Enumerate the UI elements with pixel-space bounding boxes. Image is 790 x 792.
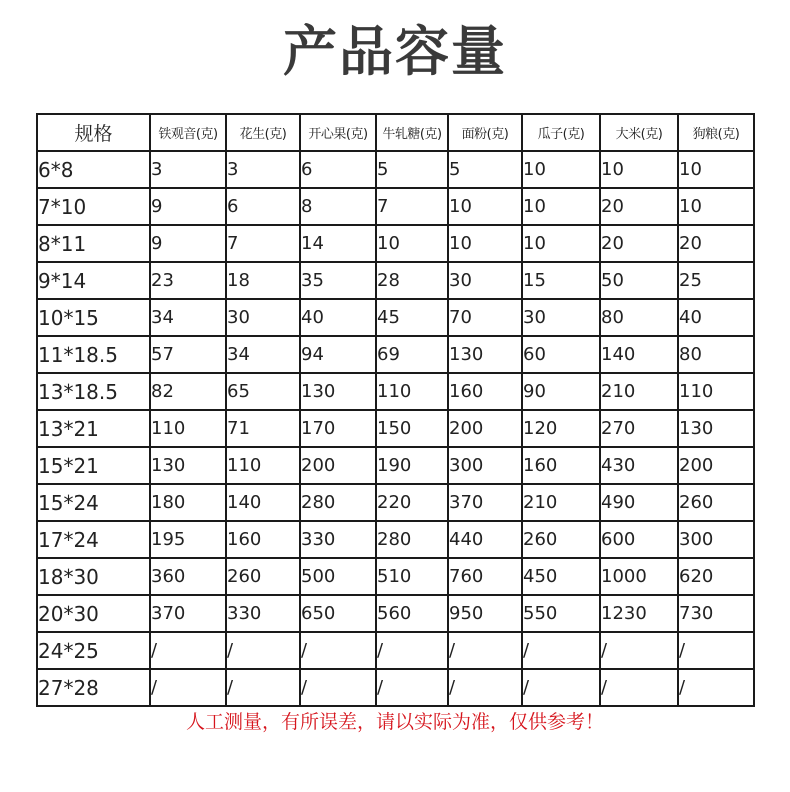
capacity-cell: 110 <box>376 373 448 410</box>
capacity-cell: / <box>300 669 376 706</box>
capacity-cell: 30 <box>448 262 522 299</box>
capacity-cell: 130 <box>300 373 376 410</box>
capacity-cell: 60 <box>522 336 600 373</box>
capacity-cell: 70 <box>448 299 522 336</box>
capacity-cell: 3 <box>150 151 226 188</box>
capacity-cell: 5 <box>376 151 448 188</box>
capacity-cell: / <box>300 632 376 669</box>
capacity-cell: 370 <box>150 595 226 632</box>
capacity-cell: 160 <box>226 521 300 558</box>
capacity-cell: 180 <box>150 484 226 521</box>
capacity-cell: 280 <box>376 521 448 558</box>
capacity-cell: / <box>150 632 226 669</box>
capacity-cell: 270 <box>600 410 678 447</box>
capacity-cell: 7 <box>226 225 300 262</box>
capacity-cell: 10 <box>678 151 754 188</box>
capacity-cell: 200 <box>678 447 754 484</box>
table-row <box>37 484 754 521</box>
size-cell: 17*24 <box>37 521 150 558</box>
capacity-cell: 9 <box>150 188 226 225</box>
capacity-cell: 10 <box>522 151 600 188</box>
capacity-cell: 25 <box>678 262 754 299</box>
capacity-cell: 490 <box>600 484 678 521</box>
size-cell: 18*30 <box>37 558 150 595</box>
capacity-cell: 80 <box>678 336 754 373</box>
capacity-table <box>36 113 755 707</box>
size-cell: 7*10 <box>37 188 150 225</box>
capacity-cell: 210 <box>600 373 678 410</box>
size-cell: 24*25 <box>37 632 150 669</box>
column-header: 铁观音(克) <box>150 114 226 151</box>
capacity-cell: 200 <box>300 447 376 484</box>
capacity-cell: 7 <box>376 188 448 225</box>
capacity-cell: 15 <box>522 262 600 299</box>
capacity-cell: 35 <box>300 262 376 299</box>
capacity-cell: / <box>600 632 678 669</box>
capacity-cell: 20 <box>678 225 754 262</box>
capacity-cell: 57 <box>150 336 226 373</box>
column-header: 开心果(克) <box>300 114 376 151</box>
capacity-cell: 10 <box>600 151 678 188</box>
capacity-cell: / <box>600 669 678 706</box>
capacity-cell: 110 <box>150 410 226 447</box>
capacity-cell: 140 <box>226 484 300 521</box>
capacity-cell: / <box>448 632 522 669</box>
size-cell: 9*14 <box>37 262 150 299</box>
size-cell: 11*18.5 <box>37 336 150 373</box>
capacity-cell: 10 <box>522 188 600 225</box>
capacity-cell: 950 <box>448 595 522 632</box>
capacity-cell: 190 <box>376 447 448 484</box>
size-cell: 15*24 <box>37 484 150 521</box>
capacity-cell: 20 <box>600 188 678 225</box>
column-header: 牛轧糖(克) <box>376 114 448 151</box>
table-row <box>37 410 754 447</box>
capacity-cell: 430 <box>600 447 678 484</box>
size-cell: 8*11 <box>37 225 150 262</box>
capacity-cell: 82 <box>150 373 226 410</box>
capacity-cell: 40 <box>300 299 376 336</box>
capacity-cell: 30 <box>522 299 600 336</box>
column-header: 大米(克) <box>600 114 678 151</box>
capacity-cell: 6 <box>300 151 376 188</box>
capacity-cell: 80 <box>600 299 678 336</box>
capacity-cell: 260 <box>678 484 754 521</box>
capacity-cell: 10 <box>376 225 448 262</box>
capacity-cell: 160 <box>522 447 600 484</box>
capacity-cell: 34 <box>150 299 226 336</box>
table-row <box>37 225 754 262</box>
table-row <box>37 299 754 336</box>
capacity-cell: 18 <box>226 262 300 299</box>
capacity-cell: 5 <box>448 151 522 188</box>
table-row <box>37 669 754 706</box>
capacity-cell: 130 <box>150 447 226 484</box>
capacity-cell: 500 <box>300 558 376 595</box>
table-row <box>37 188 754 225</box>
capacity-cell: 90 <box>522 373 600 410</box>
capacity-cell: 6 <box>226 188 300 225</box>
capacity-cell: 510 <box>376 558 448 595</box>
capacity-cell: 10 <box>522 225 600 262</box>
size-cell: 13*21 <box>37 410 150 447</box>
capacity-cell: 50 <box>600 262 678 299</box>
capacity-cell: 450 <box>522 558 600 595</box>
capacity-cell: 260 <box>226 558 300 595</box>
table-row <box>37 336 754 373</box>
capacity-cell: 370 <box>448 484 522 521</box>
capacity-cell: / <box>376 632 448 669</box>
table-row <box>37 558 754 595</box>
capacity-cell: / <box>226 669 300 706</box>
capacity-cell: 330 <box>226 595 300 632</box>
capacity-cell: 140 <box>600 336 678 373</box>
column-header: 面粉(克) <box>448 114 522 151</box>
capacity-cell: 71 <box>226 410 300 447</box>
capacity-cell: 300 <box>448 447 522 484</box>
capacity-cell: 45 <box>376 299 448 336</box>
table-row <box>37 447 754 484</box>
capacity-cell: 730 <box>678 595 754 632</box>
size-cell: 13*18.5 <box>37 373 150 410</box>
capacity-cell: 210 <box>522 484 600 521</box>
capacity-cell: / <box>522 632 600 669</box>
capacity-cell: 23 <box>150 262 226 299</box>
capacity-cell: / <box>678 632 754 669</box>
capacity-cell: / <box>522 669 600 706</box>
capacity-cell: / <box>678 669 754 706</box>
capacity-cell: 280 <box>300 484 376 521</box>
size-header: 规格 <box>37 114 150 151</box>
disclaimer-note: 人工测量，有所误差，请以实际为准，仅供参考！ <box>185 711 604 733</box>
capacity-cell: 195 <box>150 521 226 558</box>
column-header: 花生(克) <box>226 114 300 151</box>
size-cell: 6*8 <box>37 151 150 188</box>
capacity-cell: 69 <box>376 336 448 373</box>
capacity-cell: 300 <box>678 521 754 558</box>
page-title: 产品容量 <box>283 20 507 83</box>
capacity-cell: 200 <box>448 410 522 447</box>
capacity-cell: 170 <box>300 410 376 447</box>
table-row <box>37 595 754 632</box>
capacity-cell: 1230 <box>600 595 678 632</box>
table-row <box>37 373 754 410</box>
capacity-cell: 130 <box>448 336 522 373</box>
table-header-row <box>37 114 754 151</box>
capacity-cell: 160 <box>448 373 522 410</box>
capacity-cell: 10 <box>448 225 522 262</box>
capacity-cell: 40 <box>678 299 754 336</box>
capacity-cell: 110 <box>226 447 300 484</box>
column-header: 狗粮(克) <box>678 114 754 151</box>
capacity-cell: 220 <box>376 484 448 521</box>
table-row <box>37 151 754 188</box>
size-cell: 10*15 <box>37 299 150 336</box>
capacity-cell: 8 <box>300 188 376 225</box>
capacity-cell: 260 <box>522 521 600 558</box>
capacity-cell: / <box>150 669 226 706</box>
size-cell: 15*21 <box>37 447 150 484</box>
size-cell: 27*28 <box>37 669 150 706</box>
capacity-cell: 360 <box>150 558 226 595</box>
capacity-cell: 550 <box>522 595 600 632</box>
capacity-cell: 9 <box>150 225 226 262</box>
column-header: 瓜子(克) <box>522 114 600 151</box>
capacity-cell: 130 <box>678 410 754 447</box>
capacity-cell: 14 <box>300 225 376 262</box>
capacity-cell: 10 <box>678 188 754 225</box>
capacity-cell: 120 <box>522 410 600 447</box>
capacity-cell: 28 <box>376 262 448 299</box>
size-cell: 20*30 <box>37 595 150 632</box>
capacity-cell: / <box>448 669 522 706</box>
capacity-cell: 3 <box>226 151 300 188</box>
capacity-cell: / <box>376 669 448 706</box>
capacity-cell: 20 <box>600 225 678 262</box>
capacity-cell: 440 <box>448 521 522 558</box>
capacity-cell: 1000 <box>600 558 678 595</box>
capacity-cell: 10 <box>448 188 522 225</box>
capacity-cell: 94 <box>300 336 376 373</box>
table-row <box>37 632 754 669</box>
capacity-cell: 600 <box>600 521 678 558</box>
capacity-cell: 110 <box>678 373 754 410</box>
capacity-cell: / <box>226 632 300 669</box>
table-row <box>37 262 754 299</box>
capacity-cell: 650 <box>300 595 376 632</box>
capacity-cell: 34 <box>226 336 300 373</box>
table-row <box>37 521 754 558</box>
capacity-cell: 330 <box>300 521 376 558</box>
capacity-cell: 560 <box>376 595 448 632</box>
capacity-cell: 620 <box>678 558 754 595</box>
capacity-cell: 30 <box>226 299 300 336</box>
capacity-cell: 65 <box>226 373 300 410</box>
capacity-cell: 150 <box>376 410 448 447</box>
table-body <box>37 151 754 706</box>
capacity-cell: 760 <box>448 558 522 595</box>
